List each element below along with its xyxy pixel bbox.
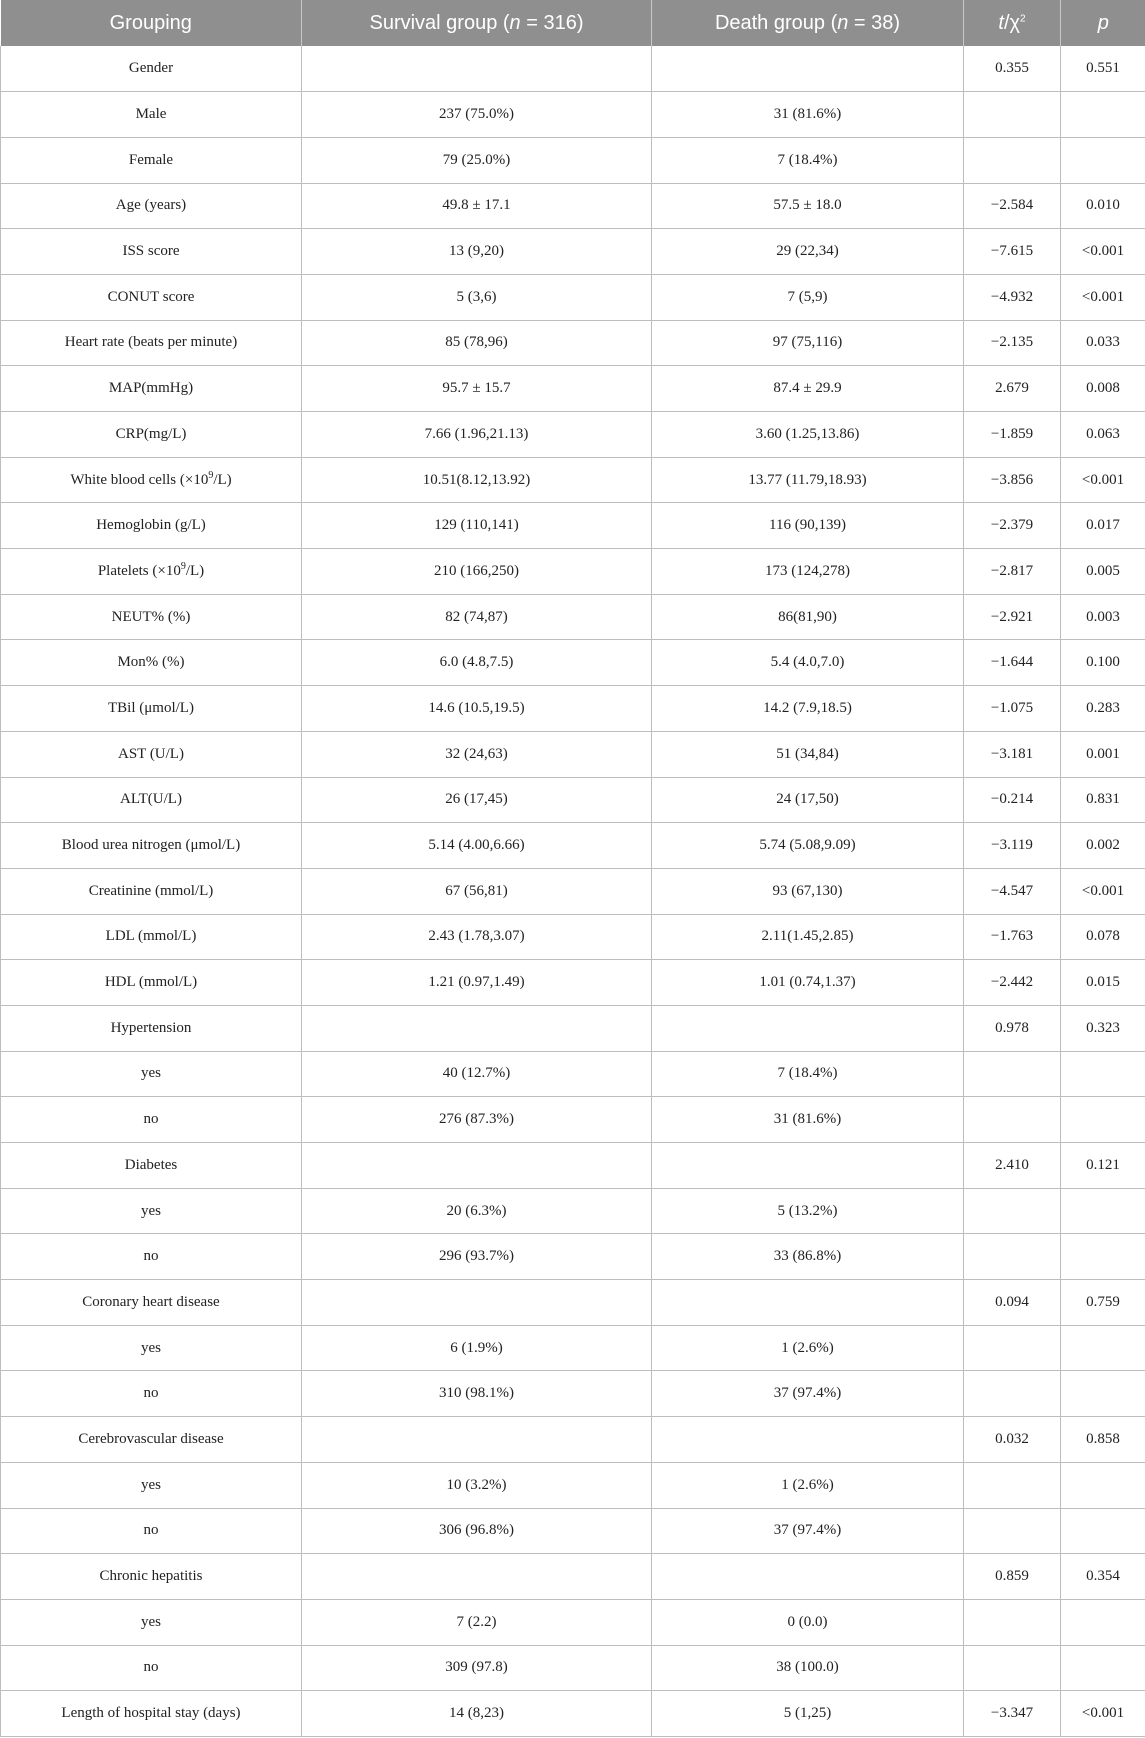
row-label: yes [1,1051,302,1097]
test-statistic-value: −1.763 [964,914,1061,960]
p-value: <0.001 [1061,457,1145,503]
table-row [1,320,1145,366]
table-row [1,1554,1145,1600]
survival-value: 10.51(8.12,13.92) [302,457,652,503]
row-label: no [1,1645,302,1691]
header-row [1,0,1145,46]
table-row [1,366,1145,412]
table-row [1,274,1145,320]
p-value: 0.078 [1061,914,1145,960]
death-value: 97 (75,116) [652,320,964,366]
row-label: yes [1,1462,302,1508]
death-value: 31 (81.6%) [652,92,964,138]
test-statistic-value: −1.075 [964,686,1061,732]
p-value: 0.759 [1061,1280,1145,1326]
p-value [1061,1234,1145,1280]
table-row [1,229,1145,275]
test-statistic-value [964,1325,1061,1371]
table-row [1,1371,1145,1417]
survival-value: 79 (25.0%) [302,137,652,183]
row-label: yes [1,1325,302,1371]
table-row [1,868,1145,914]
row-label: Coronary heart disease [1,1280,302,1326]
header-test-statistic: $t/\chi^2$ [964,0,1061,46]
table-row [1,503,1145,549]
row-label: Heart rate (beats per minute) [1,320,302,366]
survival-value: 26 (17,45) [302,777,652,823]
table-row [1,1508,1145,1554]
test-statistic-value: 0.859 [964,1554,1061,1600]
row-label: White blood cells $(\times 10^9/L)$ [1,457,302,503]
survival-value: 14 (8,23) [302,1691,652,1737]
test-statistic-value [964,1599,1061,1645]
survival-value: 6.0 (4.8,7.5) [302,640,652,686]
p-value [1061,1371,1145,1417]
test-statistic-value: −3.347 [964,1691,1061,1737]
death-value: 14.2 (7.9,18.5) [652,686,964,732]
p-value: 0.323 [1061,1005,1145,1051]
p-value: 0.121 [1061,1143,1145,1189]
test-statistic-value [964,1371,1061,1417]
survival-value: 13 (9,20) [302,229,652,275]
table-row [1,777,1145,823]
table-row [1,549,1145,595]
death-value [652,1554,964,1600]
death-value: 37 (97.4%) [652,1371,964,1417]
survival-value: 6 (1.9%) [302,1325,652,1371]
test-statistic-value [964,1188,1061,1234]
row-label: no [1,1234,302,1280]
survival-value [302,46,652,92]
table-row [1,1691,1145,1737]
row-label: yes [1,1599,302,1645]
death-value: 5.4 (4.0,7.0) [652,640,964,686]
death-value: 57.5 ± 18.0 [652,183,964,229]
death-value: 38 (100.0) [652,1645,964,1691]
table-row [1,731,1145,777]
p-value: 0.002 [1061,823,1145,869]
row-label: Female [1,137,302,183]
p-value: 0.015 [1061,960,1145,1006]
table-row [1,1097,1145,1143]
test-statistic-value: −0.214 [964,777,1061,823]
survival-value [302,1005,652,1051]
death-value [652,46,964,92]
row-label: CONUT score [1,274,302,320]
table-row [1,412,1145,458]
p-value [1061,1645,1145,1691]
test-statistic-value [964,1097,1061,1143]
survival-value: 40 (12.7%) [302,1051,652,1097]
p-value: 0.551 [1061,46,1145,92]
row-label: ALT(U/L) [1,777,302,823]
row-label: Age (years) [1,183,302,229]
test-statistic-value: 0.355 [964,46,1061,92]
death-value: 37 (97.4%) [652,1508,964,1554]
p-value: <0.001 [1061,274,1145,320]
p-value: 0.005 [1061,549,1145,595]
test-statistic-value: 2.679 [964,366,1061,412]
p-value [1061,1462,1145,1508]
table-row [1,594,1145,640]
table-row [1,1051,1145,1097]
test-statistic-value: −2.584 [964,183,1061,229]
p-value [1061,1188,1145,1234]
test-statistic-value: −2.442 [964,960,1061,1006]
survival-value: 14.6 (10.5,19.5) [302,686,652,732]
table-row [1,92,1145,138]
death-value: 13.77 (11.79,18.93) [652,457,964,503]
p-value: 0.017 [1061,503,1145,549]
p-value: 0.100 [1061,640,1145,686]
test-statistic-value [964,1462,1061,1508]
row-label: Hemoglobin (g/L) [1,503,302,549]
test-statistic-value: 0.032 [964,1417,1061,1463]
row-label: Diabetes [1,1143,302,1189]
death-value: 5 (1,25) [652,1691,964,1737]
survival-value: 7 (2.2) [302,1599,652,1645]
test-statistic-value: −3.181 [964,731,1061,777]
survival-value: 5.14 (4.00,6.66) [302,823,652,869]
p-value [1061,1508,1145,1554]
row-label: NEUT% (%) [1,594,302,640]
survival-value: 7.66 (1.96,21.13) [302,412,652,458]
p-value: 0.010 [1061,183,1145,229]
p-value [1061,1097,1145,1143]
test-statistic-value: 0.978 [964,1005,1061,1051]
survival-value [302,1143,652,1189]
death-value: 7 (18.4%) [652,1051,964,1097]
header-grouping: Grouping [1,0,302,46]
death-value: 2.11(1.45,2.85) [652,914,964,960]
p-value: 0.354 [1061,1554,1145,1600]
row-label: Hypertension [1,1005,302,1051]
test-statistic-value [964,1508,1061,1554]
row-label: Mon% (%) [1,640,302,686]
row-label: Gender [1,46,302,92]
test-statistic-value [964,1234,1061,1280]
death-value: 33 (86.8%) [652,1234,964,1280]
survival-value: 5 (3,6) [302,274,652,320]
survival-value: 95.7 ± 15.7 [302,366,652,412]
table-row [1,1462,1145,1508]
table-row [1,914,1145,960]
death-value: 86(81,90) [652,594,964,640]
p-value: 0.008 [1061,366,1145,412]
table-row [1,183,1145,229]
p-value: 0.063 [1061,412,1145,458]
survival-value [302,1280,652,1326]
death-value: 87.4 ± 29.9 [652,366,964,412]
death-value: 1.01 (0.74,1.37) [652,960,964,1006]
test-statistic-value: −2.921 [964,594,1061,640]
death-value: 24 (17,50) [652,777,964,823]
p-value: <0.001 [1061,868,1145,914]
row-label: Length of hospital stay (days) [1,1691,302,1737]
survival-value: 32 (24,63) [302,731,652,777]
table-row [1,960,1145,1006]
table-row [1,46,1145,92]
survival-value: 310 (98.1%) [302,1371,652,1417]
table-row [1,1325,1145,1371]
test-statistic-value: −3.119 [964,823,1061,869]
test-statistic-value: −2.817 [964,549,1061,595]
row-label: MAP(mmHg) [1,366,302,412]
death-value: 5 (13.2%) [652,1188,964,1234]
p-value [1061,1051,1145,1097]
header-death-group: Death group (n = 38) [652,0,964,46]
p-value [1061,137,1145,183]
test-statistic-value: −1.859 [964,412,1061,458]
test-statistic-value: −1.644 [964,640,1061,686]
row-label: Platelets $(\times 10^9/L)$ [1,549,302,595]
test-statistic-value: −2.379 [964,503,1061,549]
p-value: 0.033 [1061,320,1145,366]
death-value: 3.60 (1.25,13.86) [652,412,964,458]
test-statistic-value: 0.094 [964,1280,1061,1326]
death-value: 51 (34,84) [652,731,964,777]
p-value: 0.003 [1061,594,1145,640]
death-value: 29 (22,34) [652,229,964,275]
row-label: Cerebrovascular disease [1,1417,302,1463]
table-row [1,137,1145,183]
row-label: CRP(mg/L) [1,412,302,458]
survival-value: 20 (6.3%) [302,1188,652,1234]
row-label: Chronic hepatitis [1,1554,302,1600]
death-value [652,1005,964,1051]
p-value: 0.858 [1061,1417,1145,1463]
table-row [1,640,1145,686]
test-statistic-value: 2.410 [964,1143,1061,1189]
row-label: AST (U/L) [1,731,302,777]
table-row [1,823,1145,869]
table-row [1,1188,1145,1234]
table-row [1,686,1145,732]
row-label: no [1,1371,302,1417]
row-label: HDL (mmol/L) [1,960,302,1006]
survival-value: 2.43 (1.78,3.07) [302,914,652,960]
row-label: Male [1,92,302,138]
survival-value: 296 (93.7%) [302,1234,652,1280]
table-row [1,457,1145,503]
survival-value: 237 (75.0%) [302,92,652,138]
row-label: Creatinine (mmol/L) [1,868,302,914]
test-statistic-value [964,1051,1061,1097]
death-value: 173 (124,278) [652,549,964,595]
death-value: 5.74 (5.08,9.09) [652,823,964,869]
row-label: Blood urea nitrogen (μmol/L) [1,823,302,869]
death-value: 1 (2.6%) [652,1462,964,1508]
table-body [1,46,1145,1736]
test-statistic-value [964,92,1061,138]
survival-value: 129 (110,141) [302,503,652,549]
survival-value: 309 (97.8) [302,1645,652,1691]
survival-value: 276 (87.3%) [302,1097,652,1143]
death-value [652,1417,964,1463]
survival-value: 82 (74,87) [302,594,652,640]
death-value: 31 (81.6%) [652,1097,964,1143]
death-value: 0 (0.0) [652,1599,964,1645]
table-row [1,1599,1145,1645]
p-value: 0.283 [1061,686,1145,732]
death-value: 116 (90,139) [652,503,964,549]
test-statistic-value [964,137,1061,183]
row-label: ISS score [1,229,302,275]
header-survival-group: Survival group (n = 316) [302,0,652,46]
p-value [1061,92,1145,138]
survival-value: 1.21 (0.97,1.49) [302,960,652,1006]
p-value [1061,1599,1145,1645]
test-statistic-value: −3.856 [964,457,1061,503]
death-value: 7 (18.4%) [652,137,964,183]
survival-value: 210 (166,250) [302,549,652,595]
p-value: <0.001 [1061,229,1145,275]
table-row [1,1143,1145,1189]
header-p-value: p [1097,11,1109,34]
survival-value: 10 (3.2%) [302,1462,652,1508]
survival-value: 67 (56,81) [302,868,652,914]
p-value: 0.831 [1061,777,1145,823]
table-header [1,0,1145,46]
test-statistic-value: −7.615 [964,229,1061,275]
death-value [652,1143,964,1189]
survival-value: 306 (96.8%) [302,1508,652,1554]
survival-value: 49.8 ± 17.1 [302,183,652,229]
death-value: 7 (5,9) [652,274,964,320]
p-value [1061,1325,1145,1371]
death-value: 1 (2.6%) [652,1325,964,1371]
death-value [652,1280,964,1326]
row-label: LDL (mmol/L) [1,914,302,960]
p-value: <0.001 [1061,1691,1145,1737]
test-statistic-value: −4.932 [964,274,1061,320]
row-label: no [1,1097,302,1143]
test-statistic-value: −2.135 [964,320,1061,366]
table-row [1,1005,1145,1051]
row-label: TBil (μmol/L) [1,686,302,732]
table-row [1,1417,1145,1463]
survival-value: 85 (78,96) [302,320,652,366]
p-value: 0.001 [1061,731,1145,777]
death-value: 93 (67,130) [652,868,964,914]
survival-value [302,1554,652,1600]
test-statistic-value: −4.547 [964,868,1061,914]
row-label: no [1,1508,302,1554]
survival-value [302,1417,652,1463]
table-row [1,1234,1145,1280]
test-statistic-value [964,1645,1061,1691]
row-label: yes [1,1188,302,1234]
table-row [1,1280,1145,1326]
table-row [1,1645,1145,1691]
